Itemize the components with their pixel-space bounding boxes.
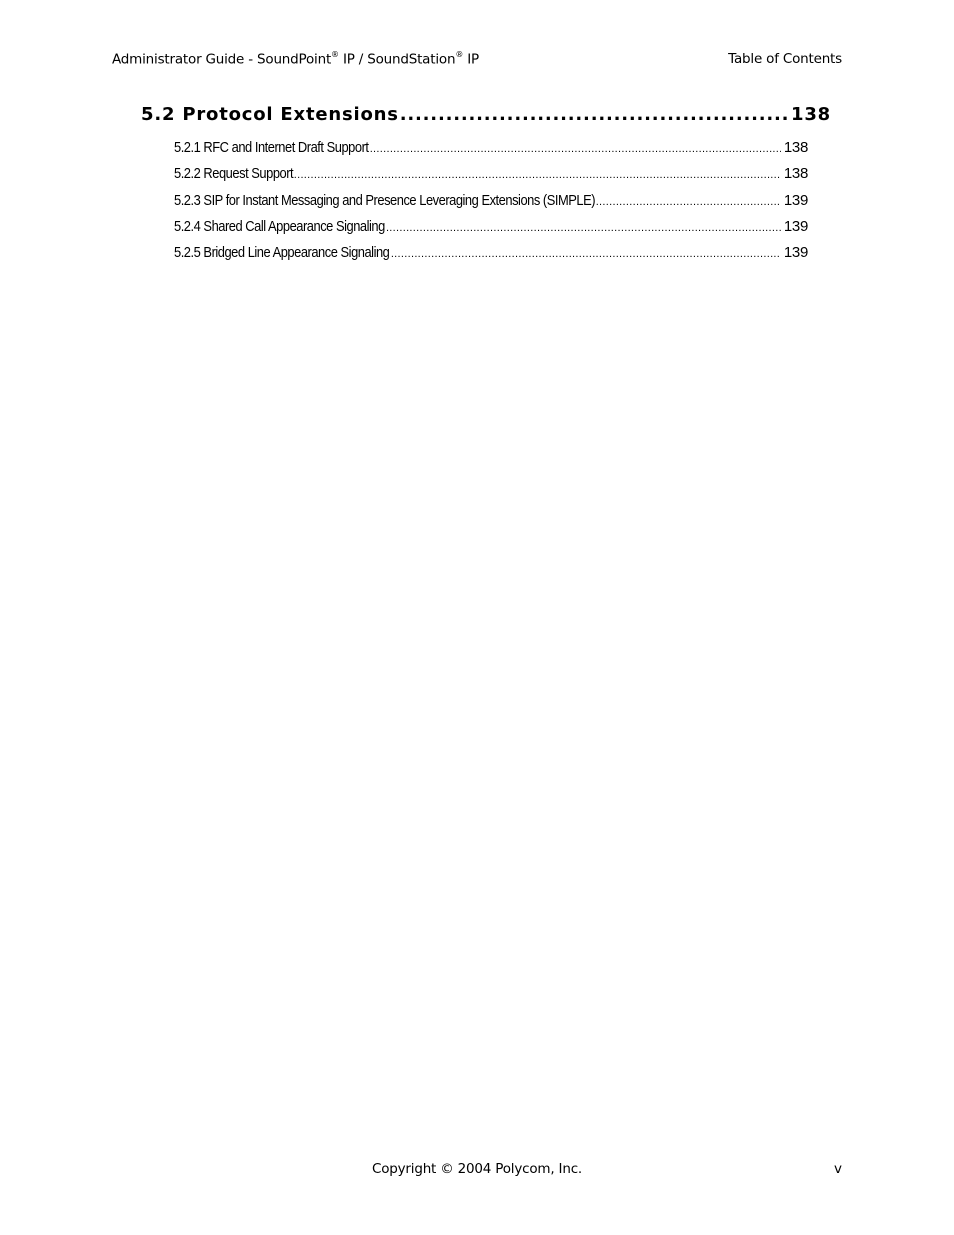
header-document-title (112, 51, 479, 68)
registered-mark: ® (331, 50, 339, 59)
toc-entry[interactable] (174, 165, 808, 191)
toc-entry-list (174, 139, 808, 270)
toc-entry[interactable] (174, 218, 808, 244)
toc-entry[interactable] (174, 244, 808, 270)
header-section-name: Table of Contents (728, 51, 842, 67)
toc-entry-title: 5.2.1 RFC and Internet Draft Support (174, 139, 369, 156)
toc-entry-page: 139 (783, 217, 808, 235)
footer-page-number: v (834, 1161, 842, 1177)
table-of-contents (141, 104, 831, 270)
toc-entry[interactable] (174, 139, 808, 165)
footer-copyright: Copyright © 2004 Polycom, Inc. (371, 1161, 583, 1177)
header-title-part: IP / SoundStation (338, 51, 456, 68)
header-title-part: Administrator Guide - SoundPoint (112, 51, 332, 68)
toc-entry-title: 5.2.3 SIP for Instant Messaging and Presence Leveraging Extensions (SIMPLE) (174, 191, 596, 209)
toc-section-page: 138 (791, 104, 831, 125)
toc-entry-page: 139 (783, 191, 808, 209)
toc-section-protocol-extensions[interactable] (141, 104, 831, 130)
toc-entry-page: 138 (783, 139, 808, 156)
toc-entry-title: 5.2.2 Request Support (174, 165, 294, 183)
toc-dot-leader (294, 169, 781, 181)
registered-mark: ® (455, 50, 464, 59)
header-title-part: IP (463, 51, 479, 68)
page-footer (112, 1161, 842, 1181)
toc-section-title: 5.2 Protocol Extensions (141, 104, 399, 125)
toc-dot-leader (391, 248, 781, 260)
toc-entry[interactable] (174, 192, 808, 218)
page-header (112, 51, 842, 71)
toc-entry-title: 5.2.5 Bridged Line Appearance Signaling (174, 244, 390, 262)
toc-dot-leader (370, 143, 781, 155)
toc-entry-page: 138 (783, 165, 808, 183)
toc-dot-leader (400, 104, 790, 125)
toc-entry-page: 139 (783, 244, 808, 262)
toc-dot-leader (386, 222, 781, 234)
toc-dot-leader (596, 196, 781, 208)
toc-entry-title: 5.2.4 Shared Call Appearance Signaling (174, 217, 385, 235)
